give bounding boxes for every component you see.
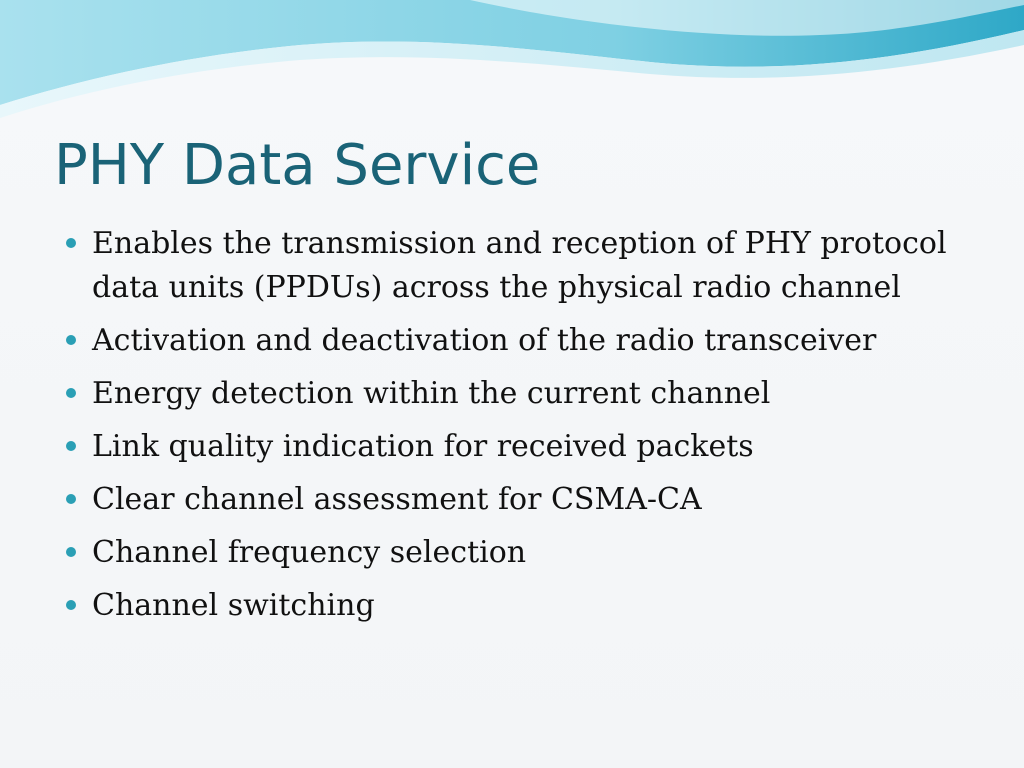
bullet-dot-icon xyxy=(66,547,76,557)
bullet-dot-icon xyxy=(66,238,76,248)
bullet-dot-icon xyxy=(66,441,76,451)
bullet-text: Clear channel assessment for CSMA-CA xyxy=(92,482,702,517)
bullet-item xyxy=(60,478,960,522)
bullet-text: Channel switching xyxy=(92,588,375,623)
bullet-item xyxy=(60,372,960,416)
bullet-text: Activation and deactivation of the radio transceiver xyxy=(92,323,877,358)
bullet-item xyxy=(60,531,960,575)
bullet-item xyxy=(60,319,960,363)
bullet-dot-icon xyxy=(66,388,76,398)
bullet-item xyxy=(60,222,960,310)
bullet-text: Channel frequency selection xyxy=(92,535,527,570)
bullet-text: Enables the transmission and reception of PHY protocol data units (PPDUs) across the physical radio channel xyxy=(92,226,947,305)
bullet-dot-icon xyxy=(66,494,76,504)
slide-title: PHY Data Service xyxy=(54,133,541,198)
header-wave-decoration xyxy=(0,0,1024,120)
bullet-text: Link quality indication for received packets xyxy=(92,429,754,464)
bullet-dot-icon xyxy=(66,600,76,610)
bullet-item xyxy=(60,584,960,628)
bullet-item xyxy=(60,425,960,469)
bullet-list xyxy=(60,222,960,637)
bullet-text: Energy detection within the current channel xyxy=(92,376,771,411)
bullet-dot-icon xyxy=(66,335,76,345)
